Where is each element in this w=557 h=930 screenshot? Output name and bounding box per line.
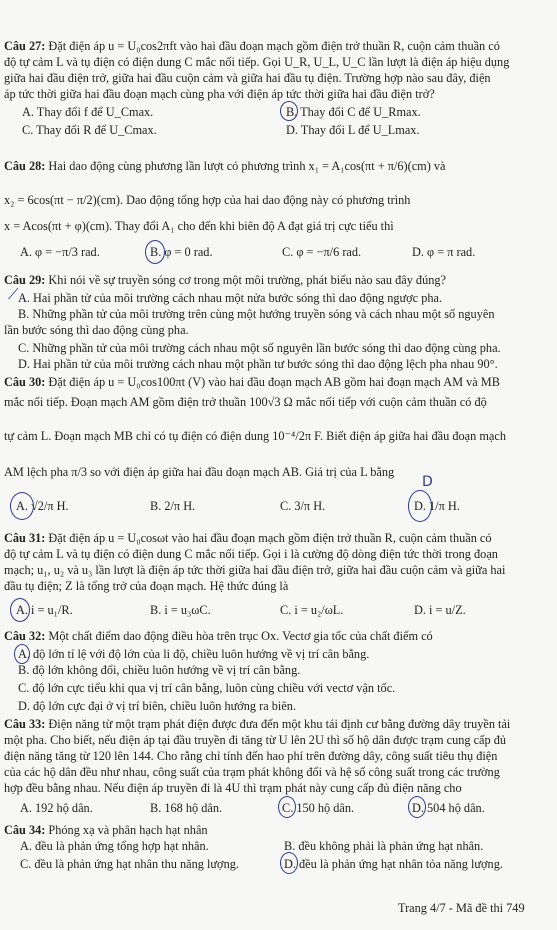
q29-option-b-line-1: B. Những phần tử của môi trường trên cùng một hướng truyền sóng và cách nhau một số nguyên xyxy=(18,307,495,321)
q28-option-a: A. φ = −π/3 rad. xyxy=(20,245,100,259)
q31-option-b: B. i = u₃ωC. xyxy=(150,603,211,617)
q27-option-d: D. Thay đổi L để U_Lmax. xyxy=(286,123,420,137)
q27-line-2: độ tự cảm L và tụ điện có điện dung C mắc nối tiếp. Gọi U_R, U_L, U_C lần lượt là điện áp hiệu dụng xyxy=(4,55,510,69)
q29-option-d: D. Hai phần tử của môi trường cách nhau một phần tư bước sóng thì dao động lệch pha nhau 90°. xyxy=(18,357,498,371)
q34-option-c: C. đều là phản ứng hạt nhân thu năng lượng. xyxy=(20,857,239,871)
q31-line-4: đầu tụ điện; Z là tổng trở của đoạn mạch. Hệ thức đúng là xyxy=(4,579,289,593)
q32-option-a: A. độ lớn tỉ lệ với độ lớn của li độ, chiều luôn hướng về vị trí cân bằng. xyxy=(18,647,370,661)
q31-line-1: Câu 31: Đặt điện áp u = U₀cosωt vào hai đầu đoạn mạch gồm điện trở thuần R, cuộn cảm thuần có xyxy=(4,531,492,545)
q27-option-a: A. Thay đổi f để U_Cmax. xyxy=(22,105,154,119)
q30-option-d: D. 1/π H. xyxy=(414,499,460,513)
q28-line-1: Câu 28: Hai dao động cùng phương lần lượt có phương trình x₁ = A₁cos(πt + π/6)(cm) và xyxy=(4,159,446,173)
q28-line-2: x₂ = 6cos(πt − π/2)(cm). Dao động tổng hợp của hai dao động này có phương trình xyxy=(4,193,411,207)
q30-line-3: tự cảm L. Đoạn mạch MB chỉ có tụ điện có điện dung 10⁻⁴/2π F. Biết điện áp giữa hai đầu đoạn mạch xyxy=(4,429,506,443)
q30-line-2: mắc nối tiếp. Đoạn mạch AM gồm điện trở thuần 100√3 Ω mắc nối tiếp với cuộn cảm thuần có độ xyxy=(4,395,487,409)
answer-circle-q28 xyxy=(145,240,165,264)
q34-line-1: Câu 34: Phóng xạ và phân hạch hạt nhân xyxy=(4,823,208,837)
q30-option-c: C. 3/π H. xyxy=(280,499,326,513)
q31-line-3: mạch; u₁, u₂ và u₃ lần lượt là điện áp tức thời giữa hai đầu điện trở, giữa hai đầu cuộn cảm và giữa hai xyxy=(4,563,506,577)
handwritten-note: D xyxy=(422,474,433,490)
q27-option-b: B. Thay đổi C để U_Rmax. xyxy=(286,105,421,119)
q30-line-4: AM lệch pha π/3 so với điện áp giữa hai đầu đoạn mạch AB. Giá trị của L bằng xyxy=(4,465,395,479)
page-footer: Trang 4/7 - Mã đề thi 749 xyxy=(398,901,525,915)
q33-line-5: hợp đều bằng nhau. Nếu điện áp truyền đi là 4U thì trạm phát này cung cấp đủ điện năng cho xyxy=(4,781,462,795)
q34-option-d: D. đều là phản ứng hạt nhân tỏa năng lượng. xyxy=(284,857,503,871)
q27-line-4: áp tức thời giữa hai đầu đoạn mạch cùng pha với điện áp tức thời giữa hai đầu điện trở? xyxy=(4,87,435,101)
q30-line-1: Câu 30: Đặt điện áp u = U₀cos100πt (V) vào hai đầu đoạn mạch AB gồm hai đoạn mạch AM và MB xyxy=(4,375,500,389)
q33-option-b: B. 168 hộ dân. xyxy=(150,801,223,815)
q31-option-c: C. i = u₂/ωL. xyxy=(280,603,344,617)
q33-line-2: một pha. Cho biết, nếu điện áp tại đầu truyền đi tăng từ U lên 2U thì số hộ dân được trạm cung cấp đủ xyxy=(4,733,507,747)
q33-line-4: của các hộ dân đều như nhau, công suất của trạm phát không đổi và hệ số công suất trong các trường xyxy=(4,765,500,779)
check-mark-icon: ⟋ xyxy=(8,285,19,303)
q34-option-b: B. đều không phải là phản ứng hạt nhân. xyxy=(284,839,484,853)
q28-option-c: C. φ = −π/6 rad. xyxy=(282,245,362,259)
q29-option-c: C. Những phần tử của môi trường cách nhau một số nguyên lần bước sóng thì dao động cùng pha. xyxy=(18,341,501,355)
q28-option-d: D. φ = π rad. xyxy=(412,245,476,259)
q29-line-1: Câu 29: Khi nói về sự truyền sóng cơ trong một môi trường, phát biểu nào sau đây đúng? xyxy=(4,273,446,287)
q27-line-3: giữa hai đầu điện trở, giữa hai đầu cuộn cảm và giữa hai đầu tụ điện. Trường hợp nào sau đây, điện xyxy=(4,71,491,85)
q29-option-b-line-2: lần bước sóng thì dao động cùng pha. xyxy=(4,323,189,337)
answer-circle-q32 xyxy=(14,644,30,664)
answer-circle-q27 xyxy=(280,101,298,121)
q32-option-c: C. độ lớn cực tiểu khi qua vị trí cân bằng, luôn cùng chiều với vectơ vận tốc. xyxy=(18,681,396,695)
answer-circle-q30-d xyxy=(408,490,432,522)
q29-option-a: A. Hai phần tử của môi trường cách nhau một nửa bước sóng thì dao động ngược pha. xyxy=(18,291,443,305)
q33-option-c: C. 150 hộ dân. xyxy=(282,801,355,815)
answer-circle-q33-d xyxy=(408,796,426,818)
q31-option-d: D. i = u/Z. xyxy=(414,603,466,617)
answer-circle-q33-c xyxy=(278,796,296,818)
q34-option-a: A. đều là phản ứng tổng hợp hạt nhân. xyxy=(20,839,209,853)
q32-option-b: B. độ lớn không đổi, chiều luôn hướng về vị trí cân bằng. xyxy=(18,663,301,677)
q31-line-2: độ tự cảm L và tụ điện có điện dung C mắc nối tiếp. Gọi i là cường độ dòng điện tức thời trong đoạn xyxy=(4,547,498,561)
q28-option-b: B. φ = 0 rad. xyxy=(150,245,213,259)
q30-option-b: B. 2/π H. xyxy=(150,499,196,513)
q33-option-d: D. 504 hộ dân. xyxy=(412,801,485,815)
q33-line-1: Câu 33: Điện năng từ một trạm phát điện được đưa đến một khu tái định cư bằng đường dây truyền tải xyxy=(4,717,511,731)
q27-line-1: Câu 27: Đặt điện áp u = U₀cos2πft vào hai đầu đoạn mạch gồm điện trở thuần R, cuộn cảm thuần có xyxy=(4,39,500,53)
q33-option-a: A. 192 hộ dân. xyxy=(20,801,93,815)
answer-circle-q34 xyxy=(280,852,298,874)
q30-option-a: A. √2/π H. xyxy=(16,499,69,513)
q32-line-1: Câu 32: Một chất điểm dao động điều hòa trên trục Ox. Vectơ gia tốc của chất điểm có xyxy=(4,629,433,643)
q32-option-d: D. độ lớn cực đại ở vị trí biên, chiều luôn hướng ra biên. xyxy=(18,699,297,713)
q28-line-3: x = Acos(πt + φ)(cm). Thay đổi A₁ cho đến khi biên độ A đạt giá trị cực tiểu thì xyxy=(4,219,394,233)
q31-option-a: A. i = u₁/R. xyxy=(16,603,73,617)
answer-circle-q31 xyxy=(10,598,30,622)
q33-line-3: điện năng tăng từ 120 lên 144. Cho rằng chỉ tính đến hao phí trên đường dây, công suất tiêu thụ điện xyxy=(4,749,498,763)
q27-option-c: C. Thay đổi R để U_Cmax. xyxy=(22,123,157,137)
answer-circle-q30-a xyxy=(10,492,34,520)
